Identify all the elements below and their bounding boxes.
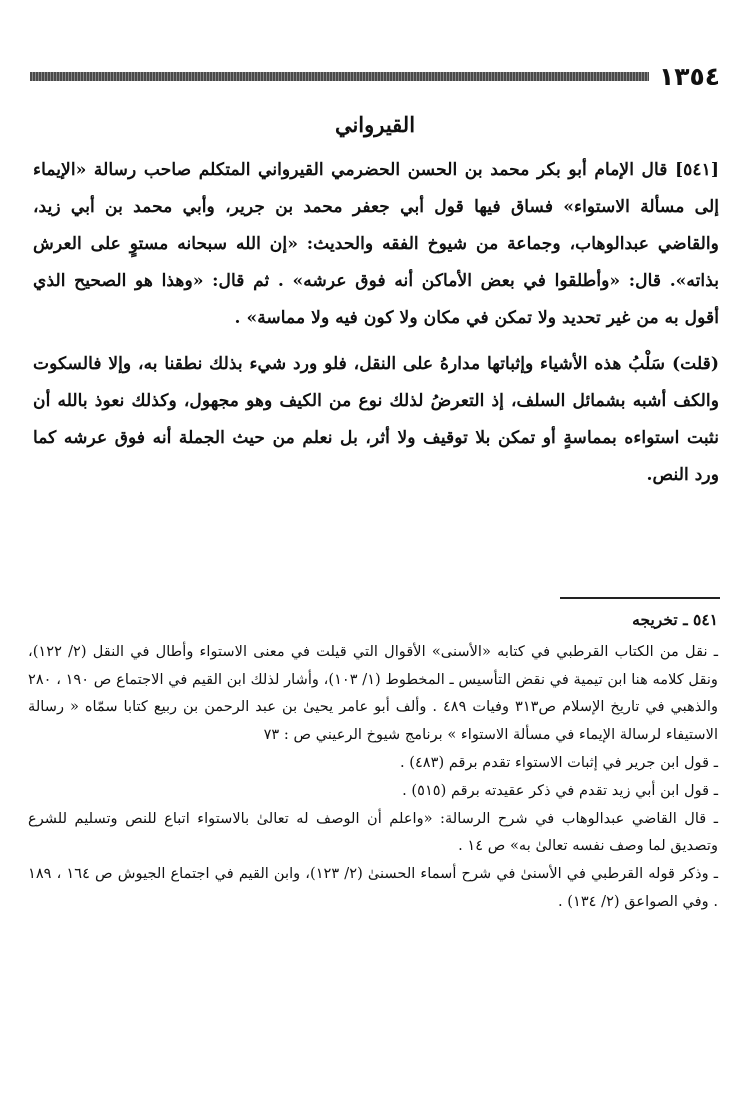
footnote-item: ـ قال القاضي عبدالوهاب في شرح الرسالة: «واعلم أن الوصف له تعالىٰ بالاستواء اتباع للنص وتسليم للشرع وتصديق لما وصف نفسه تعالىٰ به» ص ١٤ . xyxy=(28,809,718,855)
footnote-divider xyxy=(560,597,720,599)
footnote-item: ـ نقل من الكتاب القرطبي في كتابه «الأسنى» الأقوال التي قيلت في معنى الاستواء وأطال في النقل (٢/ ١٢٢)، ونقل كلامه هنا ابن تيمية في نقض التأسيس ـ المخطوط (١/ ١٠٣)، وأشار لذلك ابن القيم في الاجتماع ص ١٩٠ ، ٢٨٠ والذهبي في تاريخ الإسلام ص٣١٣ وفيات ٤٨٩ . وألف أبو عامر يحيىٰ بن عبد الرحمن بن ربيع كتابا سمّاه « رسالة الاستيفاء لرسالة الإيماء في مسألة الاستواء » برنامج شيوخ الرعيني ص : ٧٣ xyxy=(28,642,718,744)
footnote-item: ـ قول ابن أبي زيد تقدم في ذكر عقيدته برقم (٥١٥) . xyxy=(402,781,718,799)
main-text xyxy=(33,152,719,494)
paragraph-commentary: (قلت) سَلْبُ هذه الأشياء وإثباتها مدارهُ على النقل، فلو ورد شيء بذلك نطقنا به، وإلا فالسكوت والكف أشبه بشمائل السلف، إذ التعرضُ لذلك نوع من الكيف وهو مجهول، وكذلك نعوذ بالله أن نثبت استواءه بمماسةٍ أو تمكن بلا توقيف ولا أثر، بل نعلم من حيث الجملة أنه فوق عرشه كما ورد النص. xyxy=(33,354,719,485)
paragraph-quote: [٥٤١] قال الإمام أبو بكر محمد بن الحسن الحضرمي القيرواني المتكلم صاحب رسالة «الإيماء إلى مسألة الاستواء» فساق فيها قول أبي جعفر محمد بن جرير، وأبي محمد بن أبي زيد، والقاضي عبدالوهاب، وجماعة من شيوخ الفقه والحديث: «إن الله سبحانه مستوٍ على العرش بذاته». قال: «وأطلقوا في بعض الأماكن أنه فوق عرشه» . ثم قال: «وهذا هو الصحيح الذي أقول به من غير تحديد ولا تمكن في مكان ولا كون فيه ولا مماسة» . xyxy=(33,160,719,328)
page-header xyxy=(30,58,720,94)
header-rule xyxy=(30,72,649,81)
footnote-item: ـ وذكر قوله القرطبي في الأسنىٰ في شرح أسماء الحسنىٰ (٢/ ١٢٣)، وابن القيم في اجتماع الجيوش ص ١٦٤ ، ١٨٩ . وفي الصواعق (٢/ ١٣٤) . xyxy=(28,865,718,910)
footnotes xyxy=(28,606,718,916)
footnote-heading: ٥٤١ ـ تخريجه xyxy=(632,610,718,629)
footnote-item: ـ قول ابن جرير في إثبات الاستواء تقدم برقم (٤٨٣) . xyxy=(399,753,718,771)
section-title: القيرواني xyxy=(334,112,416,137)
page-number: ١٣٥٤ xyxy=(658,61,720,91)
